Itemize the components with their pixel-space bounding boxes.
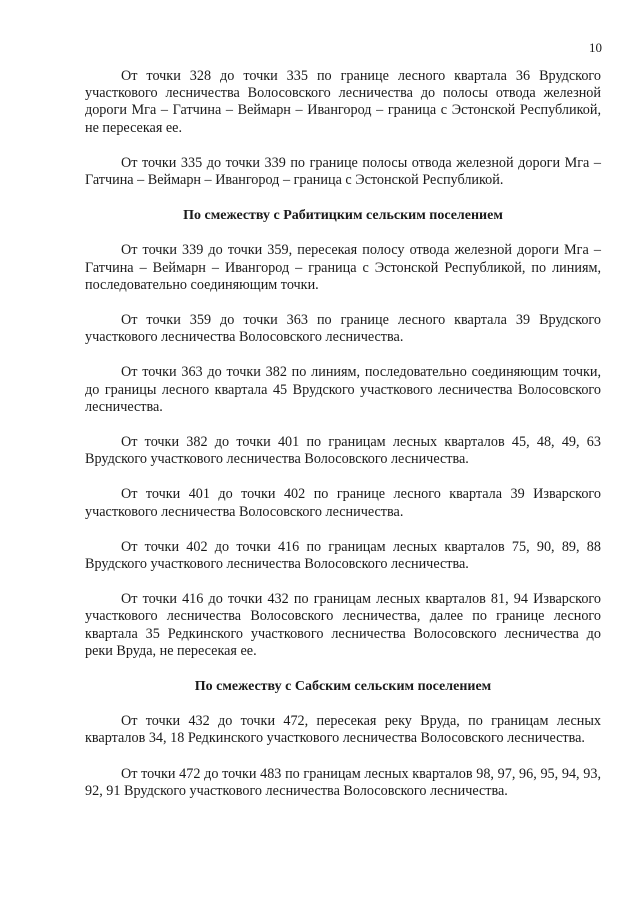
paragraph: От точки 472 до точки 483 по границам лесных кварталов 98, 97, 96, 95, 94, 93, 92, 91 Врудского участкового лесничества Волосовского лесничества. bbox=[85, 765, 601, 799]
paragraph: От точки 339 до точки 359, пересекая полосу отвода железной дороги Мга – Гатчина – Веймарн – Ивангород – граница с Эстонской Республикой, по линиям, последовательно соединяющим точки. bbox=[85, 242, 601, 293]
paragraph: От точки 416 до точки 432 по границам лесных кварталов 81, 94 Изварского участкового лесничества Волосовского лесничества, далее по границе лесного квартала 35 Редкинского участкового лесничества Волосовского лесничества до реки Вруда, не пересекая ее. bbox=[85, 591, 601, 659]
paragraph: От точки 382 до точки 401 по границам лесных кварталов 45, 48, 49, 63 Врудского участкового лесничества Волосовского лесничества. bbox=[85, 434, 601, 468]
paragraph: От точки 359 до точки 363 по границе лесного квартала 39 Врудского участкового лесничества Волосовского лесничества. bbox=[85, 312, 601, 346]
paragraph: От точки 402 до точки 416 по границам лесных кварталов 75, 90, 89, 88 Врудского участкового лесничества Волосовского лесничества. bbox=[85, 538, 601, 573]
paragraph: От точки 328 до точки 335 по границе лесного квартала 36 Врудского участкового лесничества Волосовского лесничества до полосы отвода железной дороги Мга – Гатчина – Веймарн – Ивангород – граница с Эстонской Республикой, не пересекая ее. bbox=[85, 68, 601, 136]
section-heading: По смежеству с Сабским сельским поселением bbox=[194, 679, 492, 695]
section-heading: По смежеству с Рабитицким сельским поселением bbox=[183, 208, 503, 224]
page-number: 10 bbox=[589, 40, 602, 55]
paragraph: От точки 401 до точки 402 по границе лесного квартала 39 Изварского участкового лесничества Волосовского лесничества. bbox=[85, 486, 601, 520]
paragraph: От точки 432 до точки 472, пересекая реку Вруда, по границам лесных кварталов 34, 18 Редкинского участкового лесничества Волосовского лесничества. bbox=[85, 713, 601, 747]
paragraph: От точки 363 до точки 382 по линиям, последовательно соединяющим точки, до границы лесного квартала 45 Врудского участкового лесничества Волосовского лесничества. bbox=[85, 364, 601, 415]
paragraph: От точки 335 до точки 339 по границе полосы отвода железной дороги Мга – Гатчина – Веймарн – Ивангород – граница с Эстонской Республикой. bbox=[85, 154, 601, 189]
document-body bbox=[85, 68, 601, 818]
